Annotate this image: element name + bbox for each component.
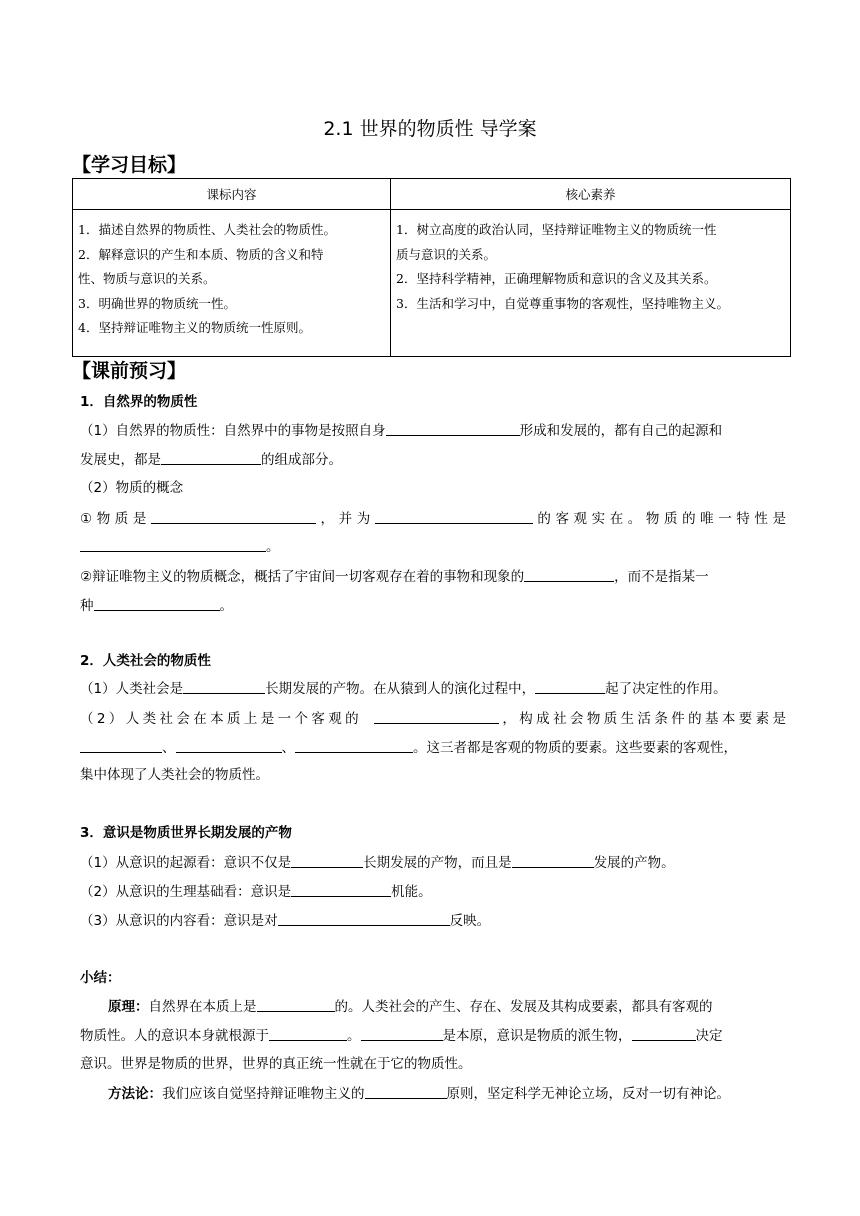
competency-line: 3．生活和学习中，自觉尊重事物的客观性，坚持唯物主义。	[396, 295, 729, 311]
fill-blank[interactable]	[295, 737, 413, 753]
fill-blank[interactable]	[374, 708, 499, 724]
goals-header-row	[73, 179, 791, 210]
fill-blank[interactable]	[365, 1083, 447, 1099]
page-title: 2.1 世界的物质性 导学案	[323, 118, 537, 140]
fill-blank[interactable]	[80, 737, 162, 753]
competency-cell	[391, 210, 791, 357]
fill-blank[interactable]	[524, 566, 614, 582]
fill-blank[interactable]	[512, 852, 594, 868]
paragraph-line: （1）从意识的起源看：意识不仅是 长期发展的产物，而且是 发展的产物。	[80, 852, 786, 873]
paragraph-line: 意识。世界是物质的世界，世界的真正统一性就在于它的物质性。	[80, 1056, 472, 1072]
paragraph-line: （1）人类社会是 长期发展的产物。在从猿到人的演化过程中， 起了决定性的作用。	[80, 678, 786, 699]
fill-blank[interactable]	[176, 737, 282, 753]
competency-line: 2．坚持科学精神，正确理解物质和意识的含义及其关系。	[396, 271, 717, 286]
fill-blank[interactable]	[151, 508, 316, 524]
goals-heading: 【学习目标】	[72, 154, 187, 176]
section-2-title: 2．人类社会的物质性	[80, 653, 211, 669]
competency-line: 1．树立高度的政治认同，坚持辩证唯物主义的物质统一性	[396, 222, 717, 237]
fill-blank[interactable]	[257, 996, 335, 1012]
curriculum-line: 3．明确世界的物质统一性。	[78, 295, 236, 311]
section-1-title: 1．自然界的物质性	[80, 394, 198, 410]
fill-blank[interactable]	[632, 1025, 696, 1041]
goals-table	[72, 178, 791, 357]
col-header-curriculum: 课标内容	[73, 179, 391, 210]
fill-blank[interactable]	[386, 420, 520, 436]
paragraph-line: ①物质是 ，并为 的客观实在。物质的唯一特性是	[80, 508, 786, 529]
fill-blank[interactable]	[291, 881, 391, 897]
curriculum-line: 4．坚持辩证唯物主义的物质统一性原则。	[78, 320, 311, 335]
paragraph-line: （1）自然界的物质性：自然界中的事物是按照自身 形成和发展的，都有自己的起源和	[80, 420, 786, 441]
fill-blank[interactable]	[361, 1025, 443, 1041]
fill-blank[interactable]	[94, 595, 220, 611]
fill-blank[interactable]	[269, 1025, 347, 1041]
paragraph-line: 、 、 。这三者都是客观的物质的要素。这些要素的客观性，	[80, 737, 786, 758]
method-label: 方法论：	[108, 1086, 162, 1102]
paragraph-line: 原理：自然界在本质上是 的。人类社会的产生、存在、发展及其构成要素，都具有客观的	[108, 996, 786, 1017]
fill-blank[interactable]	[535, 678, 605, 694]
curriculum-line: 1．描述自然界的物质性、人类社会的物质性。	[78, 222, 336, 237]
curriculum-line: 性、物质与意识的关系。	[78, 271, 216, 286]
paragraph-line: （2）从意识的生理基础看：意识是 机能。	[80, 881, 786, 902]
fill-blank[interactable]	[161, 449, 261, 465]
fill-blank[interactable]	[183, 678, 265, 694]
paragraph-line: ②辩证唯物主义的物质概念，概括了宇宙间一切客观存在着的事物和现象的 ，而不是指某一	[80, 566, 786, 587]
paragraph-line: 种 。	[80, 595, 786, 616]
paragraph-line: 发展史，都是 的组成部分。	[80, 449, 786, 470]
fill-blank[interactable]	[375, 508, 533, 524]
paragraph-line: 。	[80, 536, 786, 557]
preview-heading: 【课前预习】	[72, 360, 187, 382]
paragraph-line: 物质性。人的意识本身就根源于 。 是本原，意识是物质的派生物， 决定	[80, 1025, 786, 1046]
paragraph-line: （2）人类社会在本质上是一个客观的 ，构成社会物质生活条件的基本要素是	[80, 708, 786, 729]
paragraph-line: 方法论：我们应该自觉坚持辩证唯物主义的 原则，坚定科学无神论立场，反对一切有神论。	[108, 1083, 786, 1104]
principle-label: 原理：	[108, 999, 149, 1015]
competency-line: 质与意识的关系。	[396, 246, 497, 262]
fill-blank[interactable]	[291, 852, 363, 868]
paragraph-line: （3）从意识的内容看：意识是对 反映。	[80, 910, 786, 931]
curriculum-cell	[73, 210, 391, 357]
section-3-title: 3．意识是物质世界长期发展的产物	[80, 825, 292, 841]
curriculum-line: 2．解释意识的产生和本质、物质的含义和特	[78, 246, 324, 262]
col-header-competency: 核心素养	[391, 179, 791, 210]
fill-blank[interactable]	[278, 910, 450, 926]
fill-blank[interactable]	[80, 536, 266, 552]
paragraph-line: （2）物质的概念	[80, 480, 184, 496]
goals-body-row	[73, 210, 791, 357]
paragraph-line: 集中体现了人类社会的物质性。	[80, 767, 269, 783]
summary-title: 小结：	[80, 970, 121, 986]
